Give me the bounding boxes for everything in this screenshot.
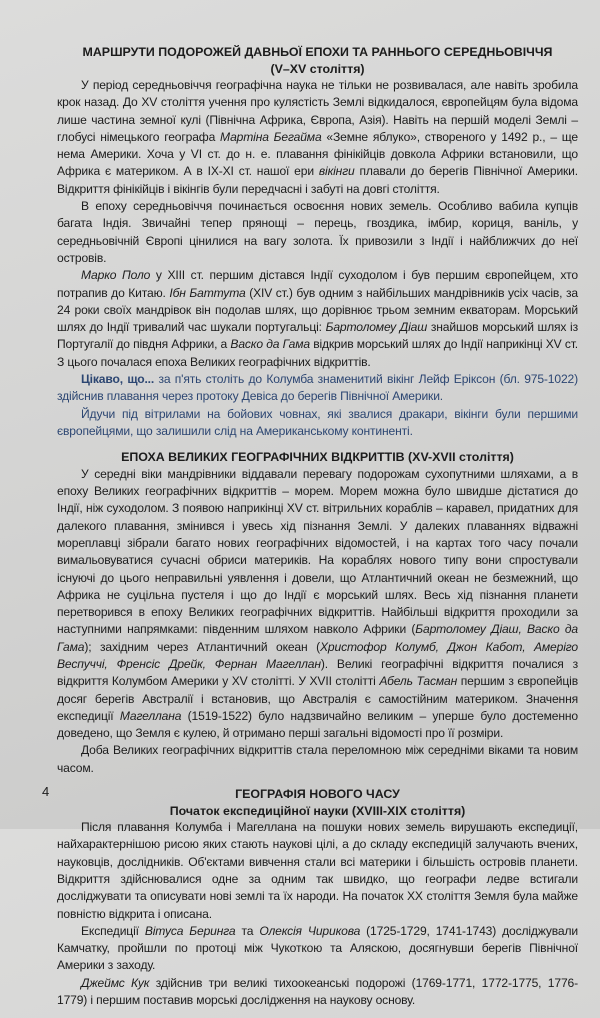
text-run: та: [235, 923, 260, 938]
section-title: МАРШРУТИ ПОДОРОЖЕЙ ДАВНЬОЇ ЕПОХИ ТА РАННЬОГО СЕРЕДНЬОВІЧЧЯ: [82, 45, 553, 59]
section: [57, 449, 578, 777]
text-run: В епоху середньовіччя починається освоєння нових земель. Особливо вабила купців багата Індія. Звичайні тепер прянощі – перець, гвоздика, імбир, кориця, ваніль, у середньовічній Європі цінилися на вагу золота. Їх привозили з Індії і найближчих до неї островів.: [57, 199, 578, 265]
text-run: (XIV ст.) був одним з найбільших мандрівників усіх часів, за 24 роки своїх мандрівок він подолав шлях, що дорівнює трьом земним екваторам. Морський шлях до Індії тривалий час шукали португальці:: [57, 285, 578, 335]
paragraph: [57, 923, 578, 975]
text-run: Йдучи під вітрилами на бойових човнах, які звалися дракари, вікінги були першими європейцями, що залишили слід на Американському континенті.: [57, 406, 578, 438]
paragraph: [57, 267, 578, 371]
text-run: за п'ять століть до Колумба знаменитий вікінг Лейф Еріксон (бл. 975-1022) здійснив плавання через протоку Девіса до берегів Північної Америки.: [57, 372, 578, 404]
italic-name: Вітуса Беринга: [144, 923, 236, 938]
bold-lead: Цікаво, що...: [81, 372, 155, 387]
section-title: ЕПОХА ВЕЛИКИХ ГЕОГРАФІЧНИХ ВІДКРИТТІВ (XV-XVII століття): [121, 450, 514, 465]
text-run: здійснив три великі тихоокеанські подорожі (1769-1771, 1772-1775, 1776-1779) і першим поставив морські дослідження на наукову основу.: [57, 975, 578, 1008]
italic-name: Ібн Баттута: [169, 285, 246, 300]
text-run: першим з європейців досяг берегів Австралії і встановив, що Австралія є самостійним материком. Значення експедиції: [57, 674, 578, 723]
paragraph: [57, 819, 578, 923]
page-number: 4: [42, 784, 50, 799]
italic-name: Магеллана: [119, 708, 182, 723]
text-run: ). Великі географічні відкриття почалися з відкриття Колумбом Америки у XV столітті. У XVII столітті: [57, 657, 578, 689]
section: [57, 44, 578, 440]
text-run: (1519-1522) було надзвичайно великим – уперше було достеменно доведено, що Земля є кулею, й отримано перші загальні відомості про її розміри.: [57, 708, 578, 741]
section: [57, 786, 578, 1009]
text-run: Експедиції: [81, 923, 145, 938]
section-title: ГЕОГРАФІЯ НОВОГО ЧАСУ: [235, 787, 400, 802]
text-run: «Земне яблуко», створеного у 1492 р., – ще нема Америки. Хоча у VI ст. до н. е. плавання фінікійців довкола Африки встановили, що Африка є материком. А в IX-XI ст. нашої ери: [57, 129, 579, 179]
italic-name: вікінги: [318, 164, 355, 179]
section-subtitle: (V–XV століття): [270, 61, 365, 76]
paragraph: [57, 198, 578, 267]
italic-name: Мартіна Бегайма: [220, 129, 322, 144]
fun-fact-paragraph: [57, 371, 578, 406]
text-run: знайшов морський шлях із Португалії до півдня Африки, а: [57, 320, 578, 352]
italic-name: Олексія Чирикова: [259, 923, 361, 938]
paragraph: [57, 742, 578, 777]
text-run: У середні віки мандрівники віддавали перевагу подорожам сухопутними шляхами, а в епоху Великих географічних відкриттів – морем. Морем можна було швидше дістатися до Індії, ніж суходолом. З появою наприкінці XV ст. вітрильних кораблів – каравел, придатних для далекого плавання, змінився і увесь хід пізнання Землі. У далеких плаваннях відважні мореплавці зібрали багато нових географічних відомостей, і на картах того часу почали вимальовуватися сучасні обриси материків. На кораблях нового типу вони спростували існуючі до цього неправильні уявлення і довели, що Атлантичний океан не безмежний, що Африка не суцільна пустеля і що до Індії є морський шлях. Весь хід пізнання планети перетворився в епоху Великих географічних відкриттів. Найбільші відкриття проходили за наступними напрямками: південним шляхом навколо Африки (: [57, 466, 578, 637]
text-run: У період середньовіччя географічна наука не тільки не розвивалася, але навіть зробила крок назад. До XV століття учення про кулястість Землі відкидалося, європейцям була відома лише частина земної кулі (Північна Африка, Європа, Азія). Навіть на першій моделі Землі – глобусі німецького географа: [57, 78, 578, 144]
section-subtitle: Початок експедиційної науки (XVIII-XIX століття): [169, 803, 466, 818]
italic-name: Васко да Гама: [230, 337, 310, 352]
document-page: [57, 44, 578, 1018]
italic-name: Христофор Колумб, Джон Кабот, Амеріго Веспуччі, Френсіс Дрейк, Фернан Магеллан: [57, 639, 578, 671]
paragraph: [57, 975, 578, 1010]
fun-fact-paragraph: [57, 406, 578, 441]
text-run: (1725-1729, 1741-1743) досліджували Камчатку, пройшли по протоці між Чукоткою та Аляскою, досягнувши берегів Північної Америки з заходу.: [57, 923, 579, 973]
italic-name: Бартоломеу Діаш: [325, 320, 428, 335]
italic-name: Марко Поло: [81, 268, 151, 283]
italic-name: Джеймс Кук: [81, 975, 150, 990]
text-run: у XIII ст. першим дістався Індії суходолом і був першим європейцем, хто потрапив до Китаю.: [57, 268, 578, 300]
text-run: Після плавання Колумба і Магеллана на пошуки нових земель вирушають експедиції, найхарактернішою рисою яких стають наукові цілі, а до складу експедицій залучають вчених, науковців, дослідників. Об'єктами вивчення стали всі материки і більшість островів планети. Відкриття здійснювалися одне за одним так швидко, що географи ледве встигали досліджувати та описувати нові землі та їх народи. На початок XX століття Земля була майже повністю відкрита і описана.: [57, 820, 578, 921]
paragraph: [57, 77, 578, 198]
text-run: Доба Великих географічних відкриттів стала переломною між середніми віками та новим часом.: [57, 743, 578, 775]
text-run: плавали до берегів Північної Америки. Відкриття фінікійців і вікінгів були передчасні і забуті на довгі століття.: [57, 164, 579, 196]
text-run: відкрив морський шлях до Індії наприкінці XV ст. З цього почалася епоха Великих географічних відкриттів.: [57, 337, 578, 369]
text-run: ); західним через Атлантичний океан (: [84, 639, 320, 654]
paragraph: [57, 466, 578, 743]
italic-name: Абель Тасман: [379, 674, 458, 689]
italic-name: Бартоломеу Діаш, Васко да Гама: [57, 622, 578, 654]
